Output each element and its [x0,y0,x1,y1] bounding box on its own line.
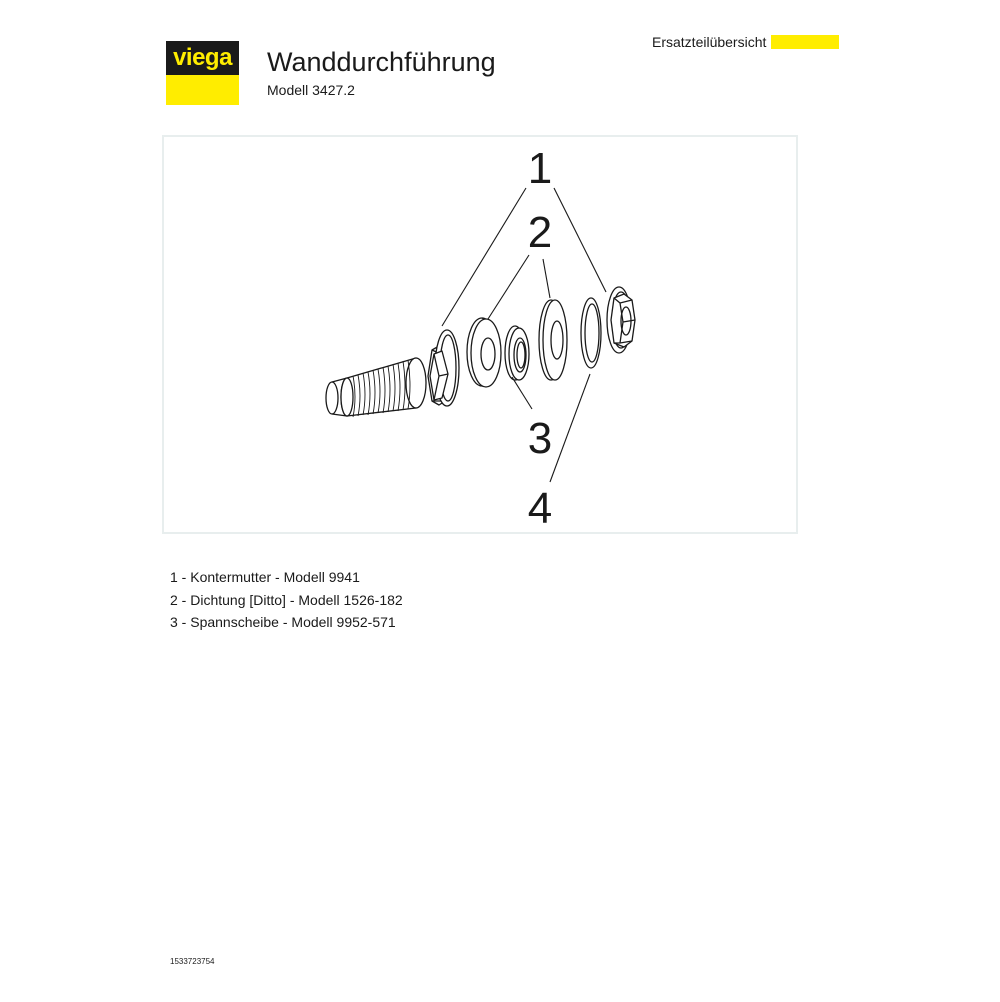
hex-nut-left [428,330,459,406]
seal-ring-b [539,300,567,380]
parts-list [170,566,403,634]
callout-3: 3 [527,414,553,463]
callout-2: 2 [527,208,553,257]
exploded-view-figure [162,135,798,534]
document-type-label: Ersatzteilübersicht [652,34,767,50]
document-number: 1533723754 [170,957,215,966]
clamp-washer [505,326,529,380]
parts-list-item: 1 - Kontermutter - Modell 9941 [170,569,360,585]
threaded-sleeve [326,358,426,417]
model-number: Modell 3427.2 [267,82,355,98]
hex-nut-right [607,287,635,353]
parts-list-item: 2 - Dichtung [Ditto] - Modell 1526-182 [170,591,403,608]
thin-washer [581,298,601,368]
parts-list-item: 3 - Spannscheibe - Modell 9952-571 [170,614,396,630]
page-title: Wanddurchführung [267,47,496,77]
seal-ring-a [467,318,501,387]
exploded-view-drawing [2,2,1000,1002]
callout-4: 4 [527,484,553,533]
logo-wordmark: viega [166,41,239,75]
callout-1: 1 [527,144,553,193]
